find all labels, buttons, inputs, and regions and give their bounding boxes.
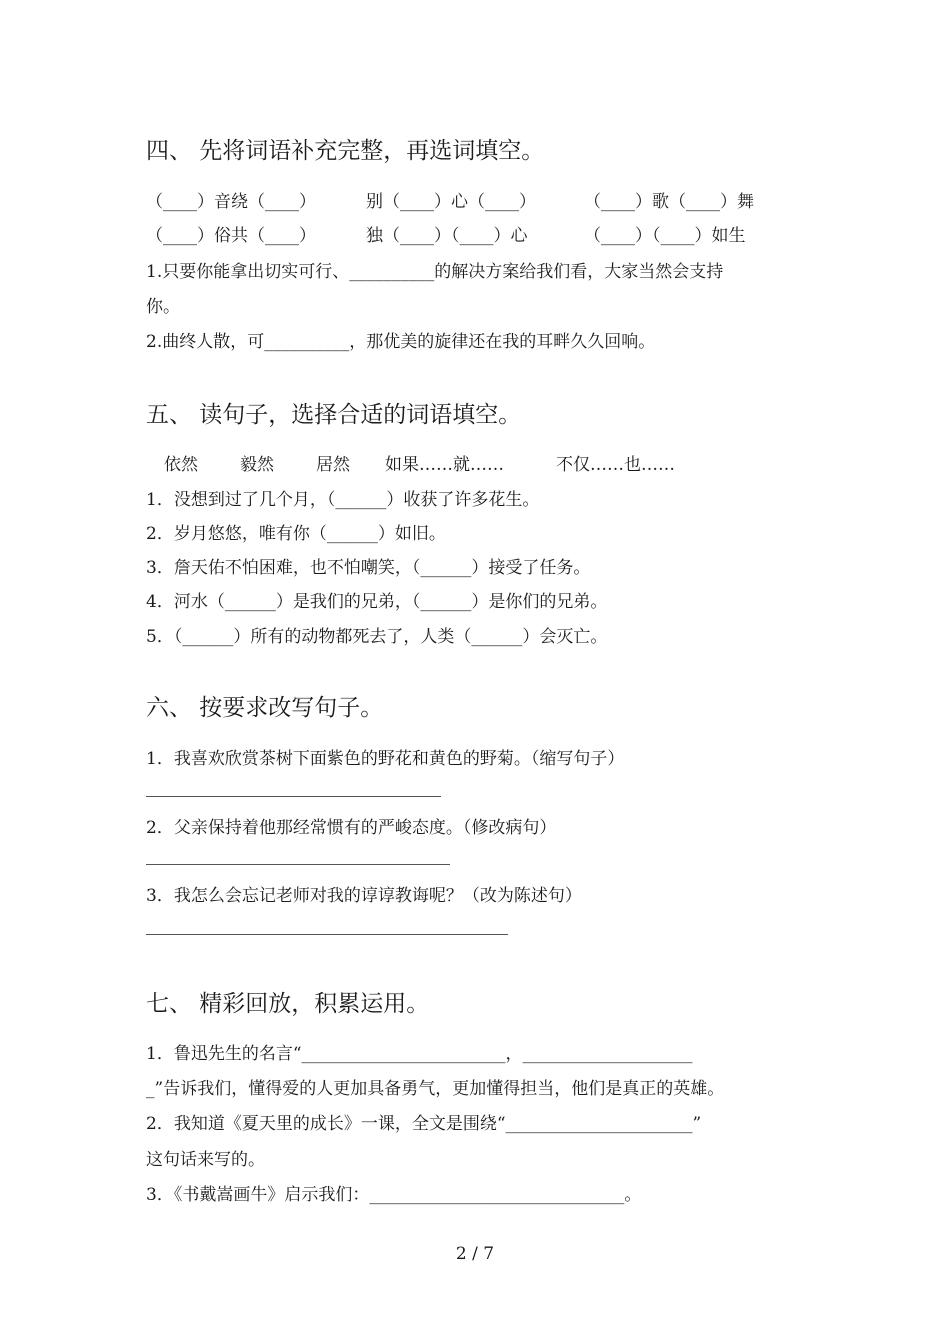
word-option: 居然 [316,455,350,475]
question-text: _”告诉我们，懂得爱的人更加具备勇气，更加懂得担当，他们是真正的英雄。 [146,1079,725,1099]
answer-line [146,796,441,797]
question-text: 2．父亲保持着他那经常惯有的严峻态度。（修改病句） [146,818,557,838]
question-text: 3．我怎么会忘记老师对我的谆谆教诲呢？（改为陈述句） [146,886,582,906]
question-text: 1．我喜欢欣赏茶树下面紫色的野花和黄色的野菊。（缩写句子） [146,749,625,769]
page-number: 2 / 7 [455,1244,495,1264]
answer-line [146,934,508,935]
answer-line [146,864,450,865]
section-6-title: 六、 按要求改写句子。 [146,695,384,721]
section-7-title: 七、 精彩回放，积累运用。 [146,991,430,1017]
question-text: 1．没想到过了几个月，（______）收获了许多花生。 [146,490,540,510]
question-text: 4．河水（______）是我们的兄弟，（______）是你们的兄弟。 [146,592,608,612]
question-text: 这句话来写的。 [146,1150,265,1170]
idiom-blank: 独（____）（____）心 [366,226,528,246]
idiom-blank: （____）（____）如生 [584,226,746,246]
section-5-title: 五、 读句子，选择合适的词语填空。 [146,402,522,428]
section-4-title: 四、 先将词语补充完整，再选词填空。 [146,138,545,164]
word-option: 如果……就…… [385,455,504,475]
question-text: 2．岁月悠悠，唯有你（______）如旧。 [146,524,446,544]
idiom-blank: 别（____）心（____） [366,192,536,212]
word-option: 毅然 [240,455,274,475]
idiom-blank: （____）音绕（____） [146,192,316,212]
question-text: 2．我知道《夏天里的成长》一课，全文是围绕“______________________” [146,1114,702,1134]
question-text: 1．鲁迅先生的名言“________________________，____________________ [146,1044,693,1064]
question-text: 2.曲终人散，可__________，那优美的旋律还在我的耳畔久久回响。 [146,332,656,352]
idiom-blank: （____）歌（____）舞 [584,192,754,212]
idiom-blank: （____）俗共（____） [146,226,316,246]
question-text: 1.只要你能拿出切实可行、__________的解决方案给我们看，大家当然会支持 [146,262,724,282]
question-text: 5．（______）所有的动物都死去了，人类（______）会灭亡。 [146,627,608,647]
question-text: 3．詹天佑不怕困难，也不怕嘲笑，（______）接受了任务。 [146,558,591,578]
word-option: 依然 [164,455,198,475]
word-option: 不仅……也…… [556,455,675,475]
question-text: 你。 [146,297,180,317]
question-text: 3．《书戴嵩画牛》启示我们：______________________________。 [146,1185,642,1205]
